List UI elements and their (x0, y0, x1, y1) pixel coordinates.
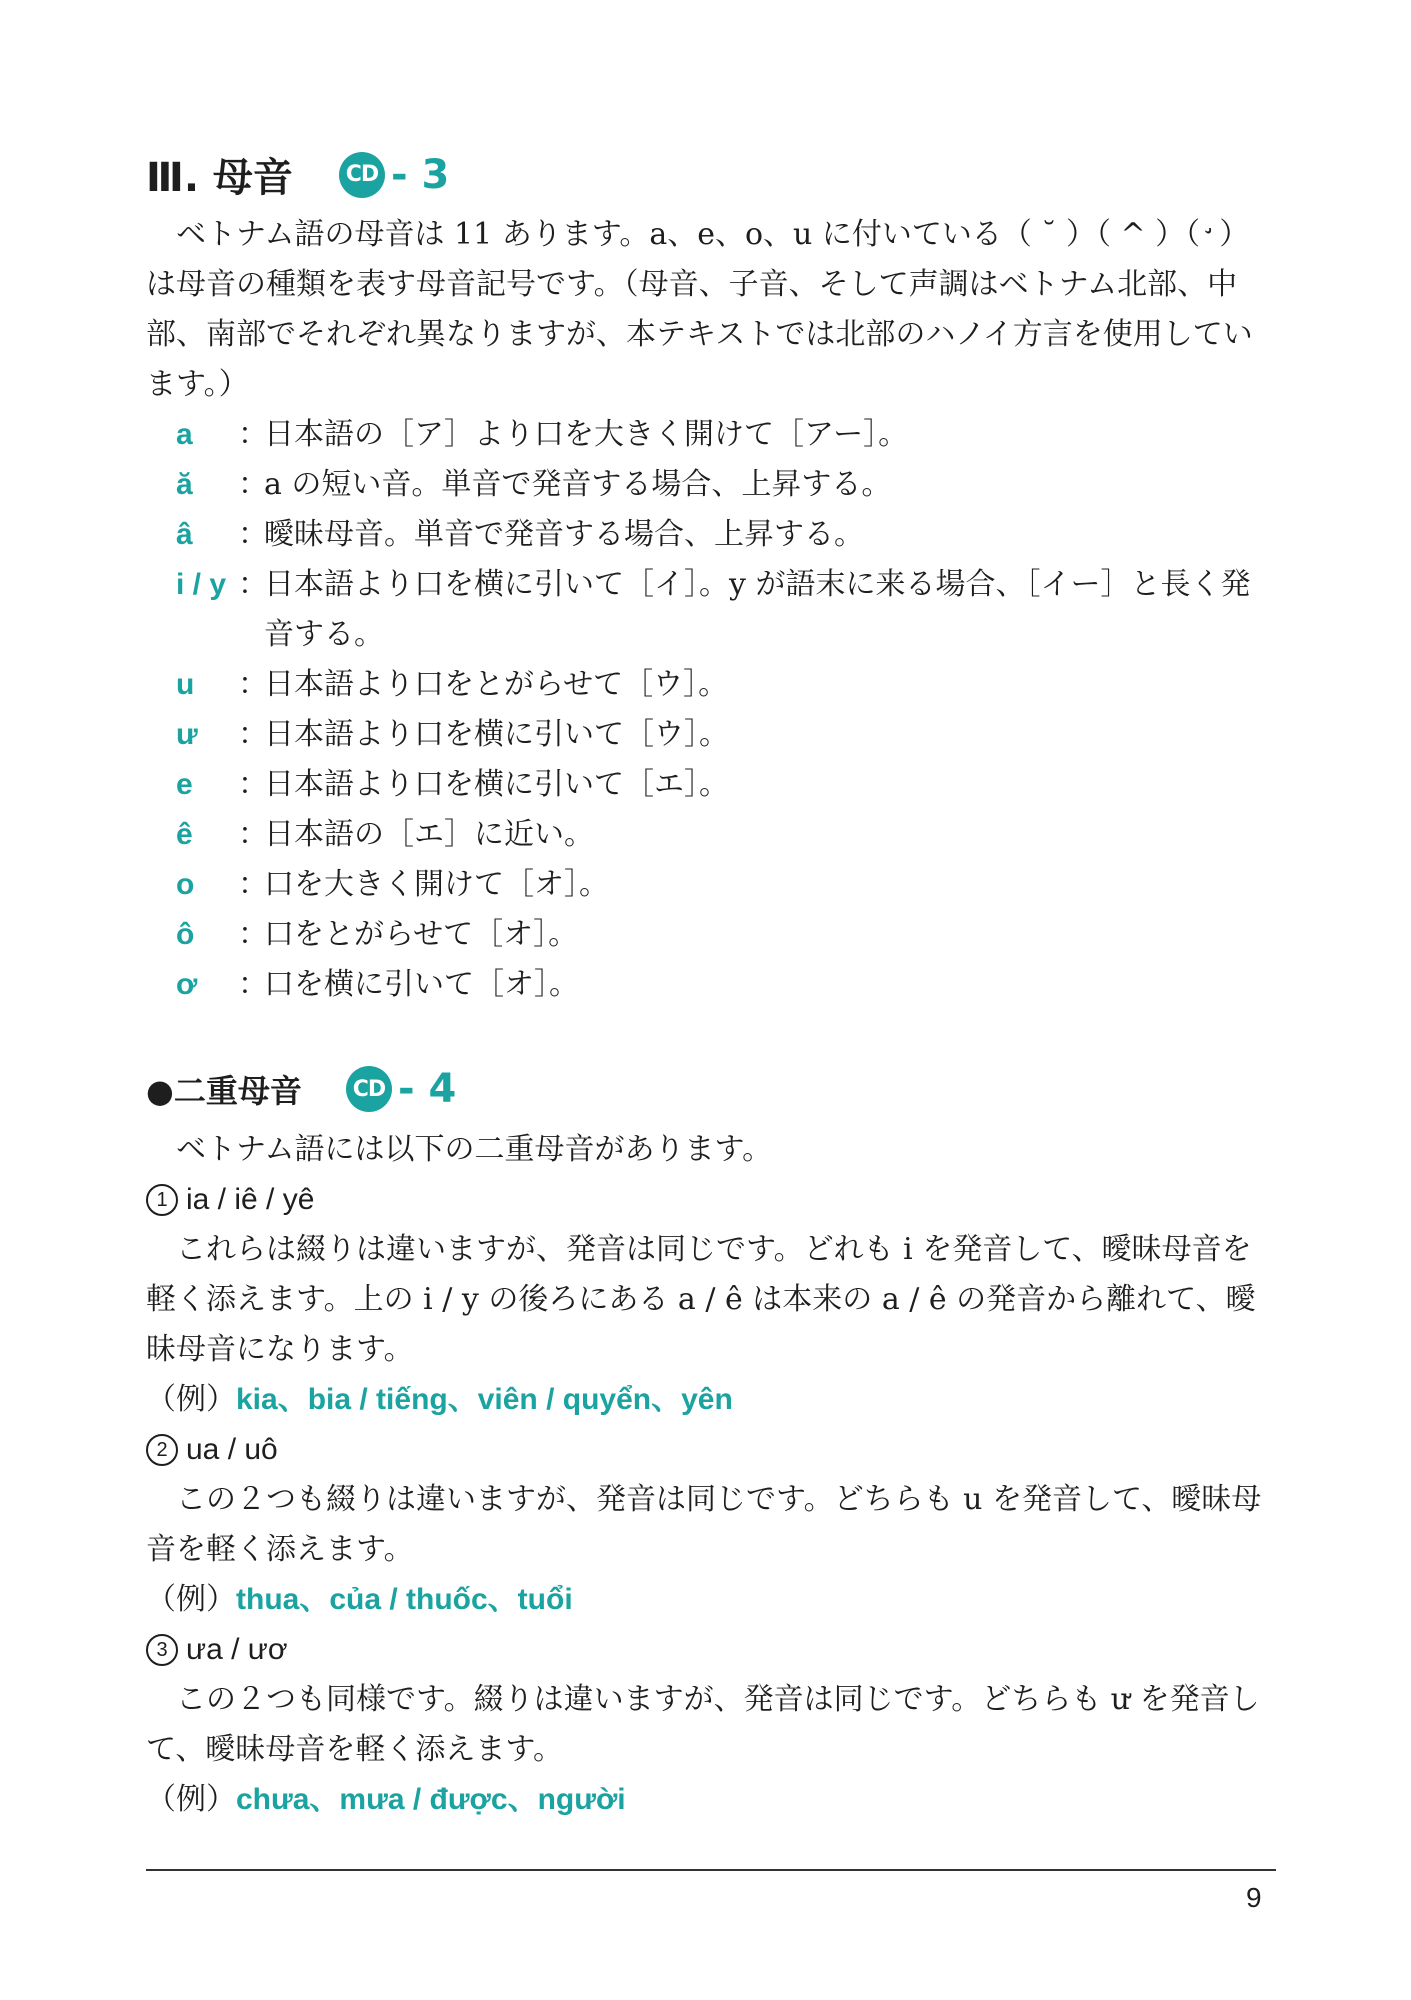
vowel-letter: ê (176, 818, 193, 851)
cd-icon: CD (339, 152, 385, 198)
page-number: 9 (1246, 1882, 1262, 1913)
vowel-description: 日本語より口を横に引いて［エ］。 (264, 767, 729, 802)
vowel-description: 曖昧母音。単音で発音する場合、上昇する。 (264, 517, 864, 552)
vowel-letter: ô (176, 918, 195, 951)
circled-number: 2 (146, 1434, 178, 1466)
circled-number: 3 (146, 1634, 178, 1666)
group-label (146, 1180, 314, 1220)
diphthong-heading (146, 1066, 456, 1112)
section-title: Ⅲ. 母音 (146, 155, 293, 201)
cd-icon: CD (346, 1066, 392, 1112)
example-prefix: （例） (146, 1582, 236, 1617)
circled-number: 1 (146, 1184, 178, 1216)
example-words: thua、của / thuốc、tuổi (236, 1583, 573, 1616)
vowel-letter: ơ (176, 968, 198, 1001)
vowel-description: 口を大きく開けて［オ］。 (264, 867, 609, 902)
vowel-letter: â (176, 518, 193, 551)
intro-paragraph: ベトナム語の母音は 11 あります。a、e、o、u に付いている（ ˘ ）（ ^ ）（ ̛ ）は母音の種類を表す母音記号です。（母音、子音、そして声調はベトナム北部、中部、南部でそれぞれ異なりますが、本テキストでは北部のハノイ方言を使用しています。） (146, 217, 1253, 402)
vowel-description: 日本語の［エ］に近い。 (264, 817, 594, 852)
vowel-colon: ： (238, 567, 268, 602)
vowel-colon: ： (238, 917, 268, 952)
vowel-colon: ： (238, 517, 268, 552)
diphthong-title: ●二重母音 (146, 1072, 302, 1110)
example-line (146, 1780, 626, 1820)
vowel-letter: a (176, 418, 193, 451)
example-prefix: （例） (146, 1382, 236, 1417)
vowel-colon: ： (238, 767, 268, 802)
vowel-letter: i / y (176, 568, 227, 601)
cd-track-number: - 3 (390, 151, 450, 198)
cd-track-number: - 4 (397, 1066, 457, 1112)
group-text: これらは綴りは違いますが、発音は同じです。どれも i を発音して、曖昧母音を軽く添えます。上の i / y の後ろにある a / ê は本来の a / ê の発音から離れて、曖昧母音になります。 (146, 1232, 1256, 1367)
vowel-description: 口を横に引いて［オ］。 (264, 967, 579, 1002)
group-vowels: ưa / ươ (186, 1633, 288, 1666)
vowel-description: 日本語より口を横に引いて［イ］。y が語末に来る場合、［イー］と長く発音する。 (264, 567, 1251, 652)
group-vowels: ua / uô (186, 1433, 278, 1466)
vowel-description: a の短い音。単音で発音する場合、上昇する。 (264, 467, 892, 502)
example-words: kia、bia / tiếng、viên / quyển、yên (236, 1383, 733, 1416)
group-label (146, 1430, 278, 1470)
vowel-letter: o (176, 868, 195, 901)
vowel-letter: u (176, 668, 195, 701)
example-line (146, 1380, 733, 1420)
group-label (146, 1630, 288, 1670)
vowel-description: 日本語より口をとがらせて［ウ］。 (264, 667, 729, 702)
vowel-letter: ă (176, 468, 193, 501)
group-text: この２つも綴りは違いますが、発音は同じです。どちらも u を発音して、曖昧母音を軽く添えます。 (146, 1482, 1262, 1567)
section-heading (146, 146, 449, 203)
vowel-description: 日本語の［ア］より口を大きく開けて［アー］。 (264, 417, 909, 452)
vowel-letter: e (176, 768, 193, 801)
footer-rule (146, 1869, 1276, 1871)
vowel-description: 口をとがらせて［オ］。 (264, 917, 579, 952)
vowel-colon: ： (238, 717, 268, 752)
vowel-colon: ： (238, 417, 268, 452)
example-prefix: （例） (146, 1782, 236, 1817)
group-vowels: ia / iê / yê (186, 1183, 315, 1216)
vowel-colon: ： (238, 467, 268, 502)
vowel-colon: ： (238, 867, 268, 902)
example-line (146, 1580, 573, 1620)
diphthong-intro: ベトナム語には以下の二重母音があります。 (176, 1132, 773, 1167)
vowel-colon: ： (238, 967, 268, 1002)
vowel-colon: ： (238, 817, 268, 852)
example-words: chưa、mưa / được、người (236, 1783, 626, 1816)
group-text: この２つも同様です。綴りは違いますが、発音は同じです。どちらも ư を発音して、曖昧母音を軽く添えます。 (146, 1682, 1260, 1767)
vowel-description: 日本語より口を横に引いて［ウ］。 (264, 717, 729, 752)
vowel-colon: ： (238, 667, 268, 702)
vowel-letter: ư (176, 718, 198, 751)
